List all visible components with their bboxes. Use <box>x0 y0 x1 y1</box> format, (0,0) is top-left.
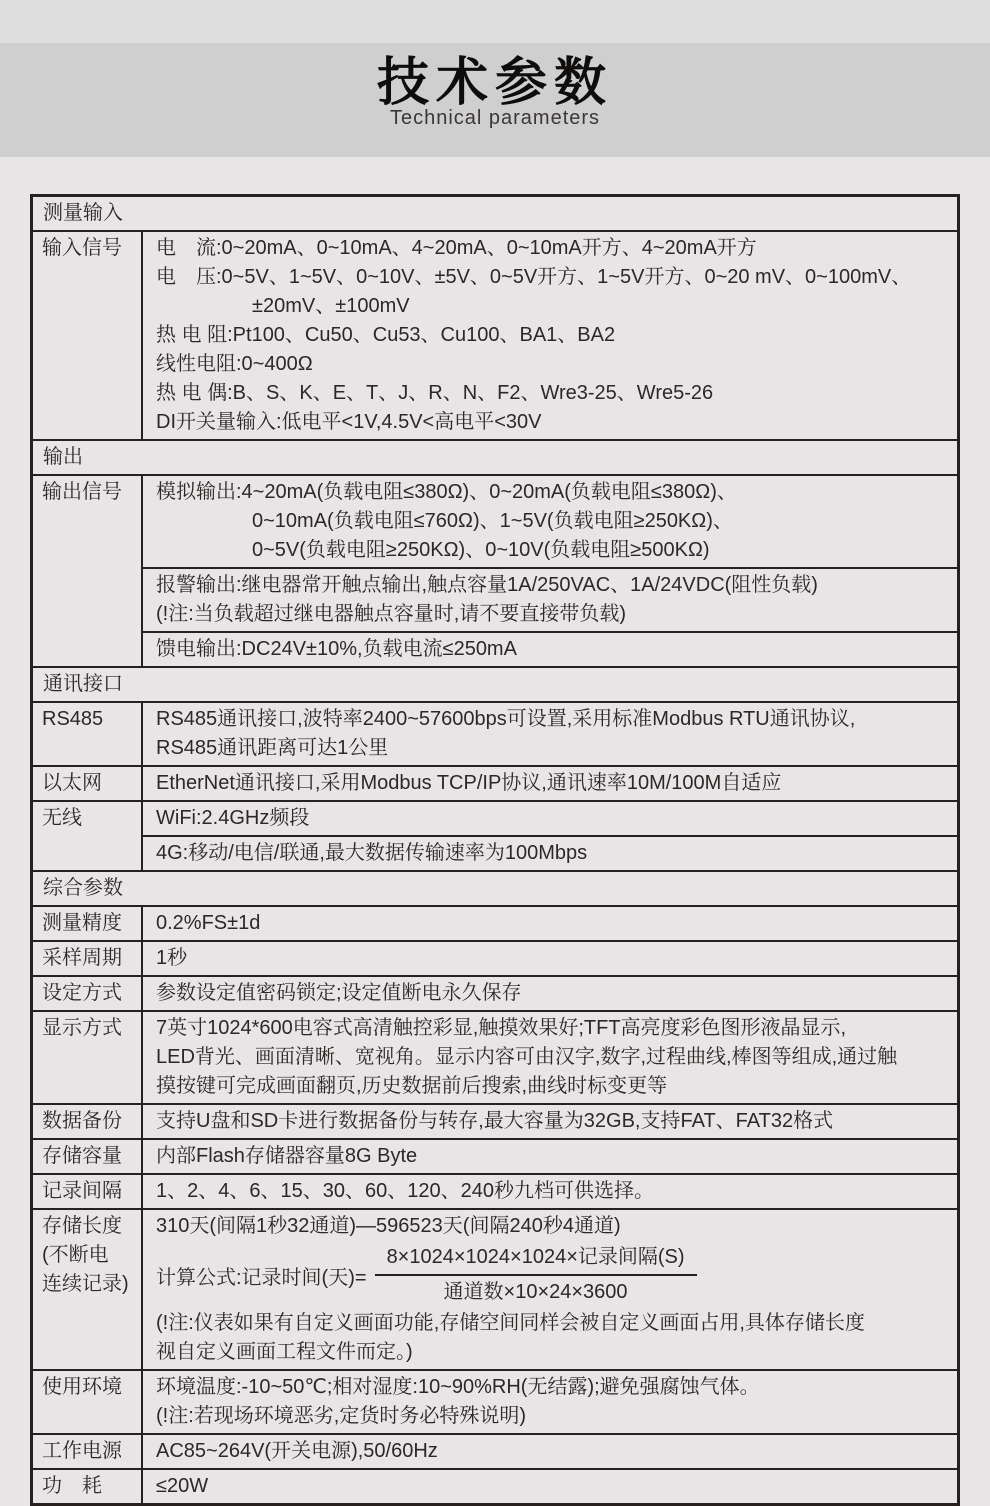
spec-line: 环境温度:-10~50℃;相对湿度:10~90%RH(无结露);避免强腐蚀气体。 <box>156 1376 760 1398</box>
spec-line: 参数设定值密码锁定;设定值断电永久保存 <box>156 982 522 1004</box>
row-label: 以太网 <box>33 767 143 800</box>
row-content <box>143 476 957 666</box>
spec-line: (!注:当负载超过继电器触点容量时,请不要直接带负载) <box>156 603 626 625</box>
storage-formula <box>143 1244 957 1306</box>
spec-line: ≤20W <box>156 1475 209 1497</box>
4g-block <box>143 835 957 870</box>
row-accuracy <box>33 905 957 940</box>
row-ethernet <box>33 765 957 800</box>
row-wireless <box>33 800 957 870</box>
formula-fraction <box>375 1244 697 1306</box>
spec-line: 1、2、4、6、15、30、60、120、240秒九档可供选择。 <box>156 1180 654 1202</box>
row-label: 使用环境 <box>33 1371 143 1433</box>
row-label: RS485 <box>33 703 143 765</box>
spec-line: 4G:移动/电信/联通,最大数据传输速率为100Mbps <box>156 842 588 864</box>
title-band <box>0 43 990 157</box>
spec-line: 310天(间隔1秒32通道)—596523天(间隔240秒4通道) <box>156 1215 621 1237</box>
spec-line: 内部Flash存储器容量8G Byte <box>156 1145 418 1167</box>
row-label: 测量精度 <box>33 907 143 940</box>
row-rs485 <box>33 701 957 765</box>
row-label: 显示方式 <box>33 1012 143 1103</box>
spec-table <box>30 194 960 1506</box>
row-label: 无线 <box>33 802 143 870</box>
spec-line: RS485通讯距离可达1公里 <box>156 737 389 759</box>
spec-line: 报警输出:继电器常开触点输出,触点容量1A/250VAC、1A/24VDC(阻性负载) <box>156 574 818 596</box>
row-label: 输入信号 <box>33 232 143 439</box>
feed-output-block <box>143 631 957 666</box>
section-output: 输出 <box>33 439 957 474</box>
label-line: 存储长度 <box>42 1215 122 1237</box>
spec-line: 0~10mA(负载电阻≤760Ω)、1~5V(负载电阻≥250KΩ)、 <box>252 510 733 532</box>
spec-line: 热 电 阻:Pt100、Cu50、Cu53、Cu100、BA1、BA2 <box>156 324 616 346</box>
spec-line: 7英寸1024*600电容式高清触控彩显,触摸效果好;TFT高亮度彩色图形液晶显示, <box>156 1017 847 1039</box>
section-comm-interface: 通讯接口 <box>33 666 957 701</box>
spec-line: 电 流:0~20mA、0~10mA、4~20mA、0~10mA开方、4~20mA开方 <box>156 237 757 259</box>
row-input-signal <box>33 230 957 439</box>
spec-line: 支持U盘和SD卡进行数据备份与转存,最大容量为32GB,支持FAT、FAT32格式 <box>156 1110 834 1132</box>
row-label: 工作电源 <box>33 1435 143 1468</box>
row-content <box>143 232 957 439</box>
spec-line: AC85~264V(开关电源),50/60Hz <box>156 1440 438 1462</box>
spec-line: 电 压:0~5V、1~5V、0~10V、±5V、0~5V开方、1~5V开方、0~20 mV、0~100mV、 <box>156 266 912 288</box>
spec-line: 线性电阻:0~400Ω <box>156 353 313 375</box>
spec-line: 0~5V(负载电阻≥250KΩ)、0~10V(负载电阻≥500KΩ) <box>252 539 710 561</box>
row-storage-capacity <box>33 1138 957 1173</box>
spec-line: (!注:仪表如果有自定义画面功能,存储空间同样会被自定义画面占用,具体存储长度 <box>156 1312 865 1334</box>
row-output-signal <box>33 474 957 666</box>
wifi-block <box>143 802 957 835</box>
formula-numerator: 8×1024×1024×1024×记录间隔(S) <box>375 1244 697 1276</box>
section-general-params: 综合参数 <box>33 870 957 905</box>
row-label: 记录间隔 <box>33 1175 143 1208</box>
spec-line: RS485通讯接口,波特率2400~57600bps可设置,采用标准Modbus RTU通讯协议, <box>156 708 856 730</box>
row-record-interval <box>33 1173 957 1208</box>
formula-denominator: 通道数×10×24×3600 <box>443 1281 628 1303</box>
formula-prefix: 计算公式:记录时间(天)= <box>156 1266 367 1289</box>
row-sample-period <box>33 940 957 975</box>
label-line: 连续记录) <box>42 1273 129 1295</box>
spec-line: ±20mV、±100mV <box>252 295 410 317</box>
spec-line: 1秒 <box>156 947 188 969</box>
spec-line: LED背光、画面清晰、宽视角。显示内容可由汉字,数字,过程曲线,棒图等组成,通过触 <box>156 1046 898 1068</box>
spec-line: 热 电 偶:B、S、K、E、T、J、R、N、F2、Wre3-25、Wre5-26 <box>156 382 714 404</box>
row-label: 数据备份 <box>33 1105 143 1138</box>
row-label <box>33 1210 143 1369</box>
spec-line: (!注:若现场环境恶劣,定货时务必特殊说明) <box>156 1405 526 1427</box>
spec-line: EtherNet通讯接口,采用Modbus TCP/IP协议,通讯速率10M/100M自适应 <box>156 772 782 794</box>
row-label: 功 耗 <box>33 1470 143 1503</box>
row-data-backup <box>33 1103 957 1138</box>
row-setting-mode <box>33 975 957 1010</box>
spec-line: 馈电输出:DC24V±10%,负载电流≤250mA <box>156 638 517 660</box>
row-power-consumption <box>33 1468 957 1503</box>
section-measure-input: 测量输入 <box>43 202 123 224</box>
page-subtitle: Technical parameters <box>389 107 601 129</box>
top-strip <box>0 0 990 43</box>
spec-line: WiFi:2.4GHz频段 <box>156 807 310 829</box>
spec-line: 0.2%FS±1d <box>156 912 261 934</box>
spec-line: 摸按键可完成画面翻页,历史数据前后搜索,曲线时标变更等 <box>156 1075 668 1097</box>
row-label: 设定方式 <box>33 977 143 1010</box>
row-label: 存储容量 <box>33 1140 143 1173</box>
row-display-mode <box>33 1010 957 1103</box>
analog-output-block <box>143 476 957 567</box>
label-line: (不断电 <box>42 1244 109 1266</box>
row-label: 采样周期 <box>33 942 143 975</box>
spec-line: 视自定义画面工程文件而定。) <box>156 1341 413 1363</box>
spec-line: DI开关量输入:低电平<1V,4.5V<高电平<30V <box>156 411 542 433</box>
page-title: 技术参数 <box>376 54 613 112</box>
row-storage-length <box>33 1208 957 1369</box>
row-environment <box>33 1369 957 1433</box>
row-label: 输出信号 <box>33 476 143 666</box>
alarm-output-block <box>143 567 957 631</box>
spec-line: 模拟输出:4~20mA(负载电阻≤380Ω)、0~20mA(负载电阻≤380Ω)、 <box>156 481 737 503</box>
